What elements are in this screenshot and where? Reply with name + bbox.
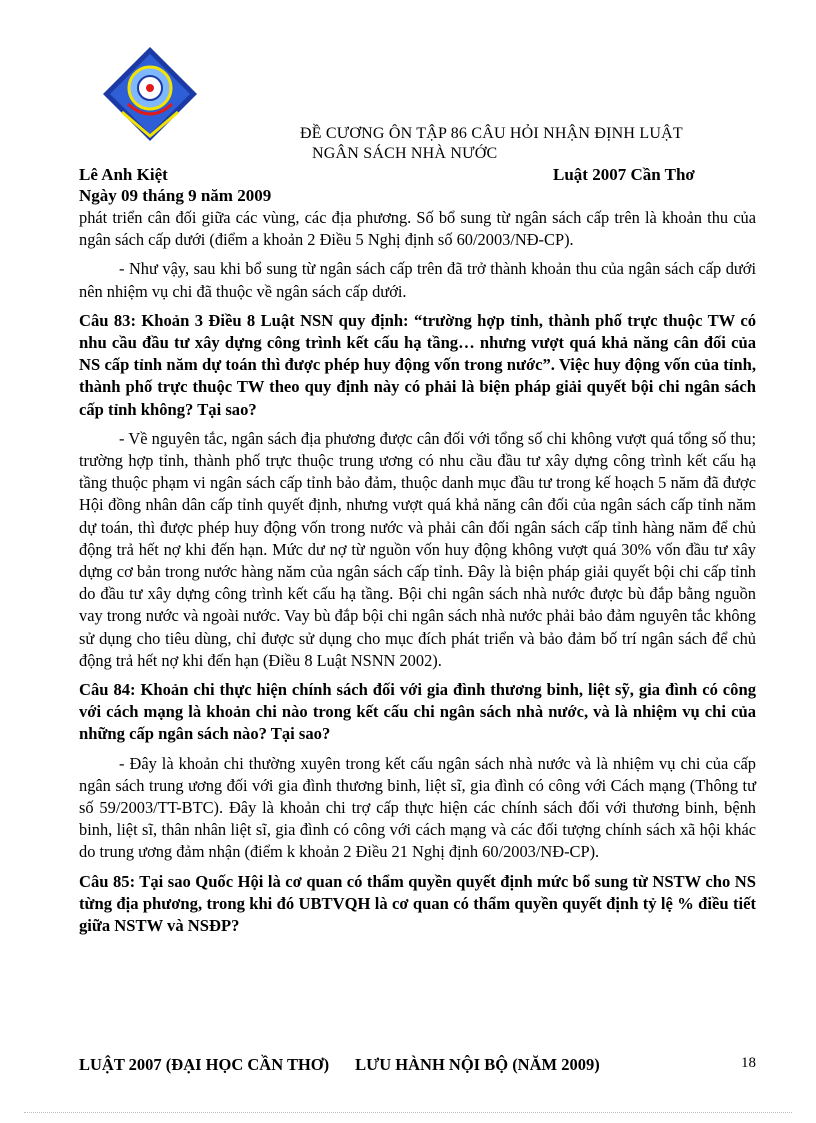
- course-name: Luật 2007 Cần Thơ: [553, 165, 695, 184]
- footer-left: LUẬT 2007 (ĐẠI HỌC CẦN THƠ): [79, 1055, 330, 1074]
- question-84: Câu 84: Khoản chi thực hiện chính sách đối với gia đình thương binh, liệt sỹ, gia đình có công với cách mạng là khoản chi nào trong kết cấu chi ngân sách nhà nước, và là nhiệm vụ chi của những cấp ngân sách nào? Tại sao?: [79, 680, 756, 744]
- answer-84: - Đây là khoản chi thường xuyên trong kết cấu ngân sách nhà nước và là nhiệm vụ chi của cấp ngân sách trung ương đối với gia đình thương binh, liệt sĩ, gia đình có công với Cách mạng (Thông tư số 59/2003/TT-BTC). Đây là khoản chi trợ cấp thực hiện các chính sách đối với thương binh, bệnh binh, liệt sĩ, thân nhân liệt sĩ, gia đình có công với cách mạng và các đối tượng chính sách xã hội khác do trung ương đảm nhận (điểm k khoản 2 Điều 21 Nghị định 60/2003/NĐ-CP).: [79, 753, 756, 862]
- title-line-1: ĐỀ CƯƠNG ÔN TẬP 86 CÂU HỎI NHẬN ĐỊNH LUẬT: [300, 125, 683, 142]
- paragraph-conclusion: - Như vậy, sau khi bổ sung từ ngân sách cấp trên đã trở thành khoản thu của ngân sách cấp dưới nên nhiệm vụ chi đã thuộc về ngân sách cấp dưới.: [79, 259, 756, 301]
- footer-right: LƯU HÀNH NỘI BỘ (NĂM 2009): [355, 1055, 600, 1074]
- question-85: Câu 85: Tại sao Quốc Hội là cơ quan có thẩm quyền quyết định mức bổ sung từ NSTW cho NS từng địa phương, trong khi đó UBTVQH là cơ quan có thẩm quyền quyết định tỷ lệ % điều tiết giữa NSTW và NSĐP?: [79, 871, 756, 936]
- document-body: [79, 207, 756, 944]
- paragraph-continuation: phát triển cân đối giữa các vùng, các địa phương. Số bổ sung từ ngân sách cấp trên là khoản thu của ngân sách cấp dưới (điểm a khoản 2 Điều 5 Nghị định số 60/2003/NĐ-CP).: [79, 208, 756, 250]
- document-date: Ngày 09 tháng 9 năm 2009: [79, 186, 272, 205]
- answer-83: - Về nguyên tắc, ngân sách địa phương được cân đối với tổng số chi không vượt quá tổng số thu; trường hợp tỉnh, thành phố trực thuộc trung ương có nhu cầu đầu tư xây dựng công trình kết cấu hạ tầng thuộc phạm vi ngân sách cấp tỉnh bảo đảm, thuộc danh mục đầu tư trong kế hoạch 5 năm đã được Hội đồng nhân dân cấp tỉnh quyết định, nhưng vượt quá khả năng cân đối của ngân sách cấp tỉnh năm dự toán, thì được phép huy động vốn trong nước và phải cân đối ngân sách cấp tỉnh hàng năm để chủ động trả hết nợ khi đến hạn. Mức dư nợ từ nguồn vốn huy động không vượt quá 30% vốn đầu tư xây dựng cơ bản trong nước hàng năm của ngân sách cấp tỉnh. Đây là biện pháp giải quyết bội chi cấp tỉnh do đầu tư xây dựng công trình kết cấu hạ tầng. Bội chi ngân sách nhà nước được bù đắp bằng nguồn vay trong nước và ngoài nước. Vay bù đắp bội chi ngân sách nhà nước phải bảo đảm nguyên tắc không sử dụng cho tiêu dùng, chỉ được sử dụng cho mục đích phát triển và bảo đảm bố trí ngân sách để chủ động trả hết nợ khi đến hạn (Điều 8 Luật NSNN 2002).: [79, 428, 756, 670]
- page-number: 18: [741, 1055, 756, 1071]
- question-83: Câu 83: Khoản 3 Điều 8 Luật NSN quy định: “trường hợp tỉnh, thành phố trực thuộc TW có nhu cầu đầu tư xây dựng công trình kết cấu hạ tầng… nhưng vượt quá khả năng cân đối của NS cấp tỉnh năm dự toán thì được phép huy động vốn trong nước”. Việc huy động vốn của tỉnh, thành phố trực thuộc TW theo quy định này có phải là biện pháp giải quyết bội chi ngân sách cấp tỉnh không? Tại sao?: [79, 310, 756, 419]
- page-footer: [79, 1055, 600, 1075]
- university-logo: [100, 44, 200, 144]
- page-bottom-divider: [24, 1112, 792, 1113]
- title-line-2: NGÂN SÁCH NHÀ NƯỚC: [312, 145, 498, 162]
- document-title: [300, 124, 683, 164]
- author-name: Lê Anh Kiệt: [79, 165, 168, 184]
